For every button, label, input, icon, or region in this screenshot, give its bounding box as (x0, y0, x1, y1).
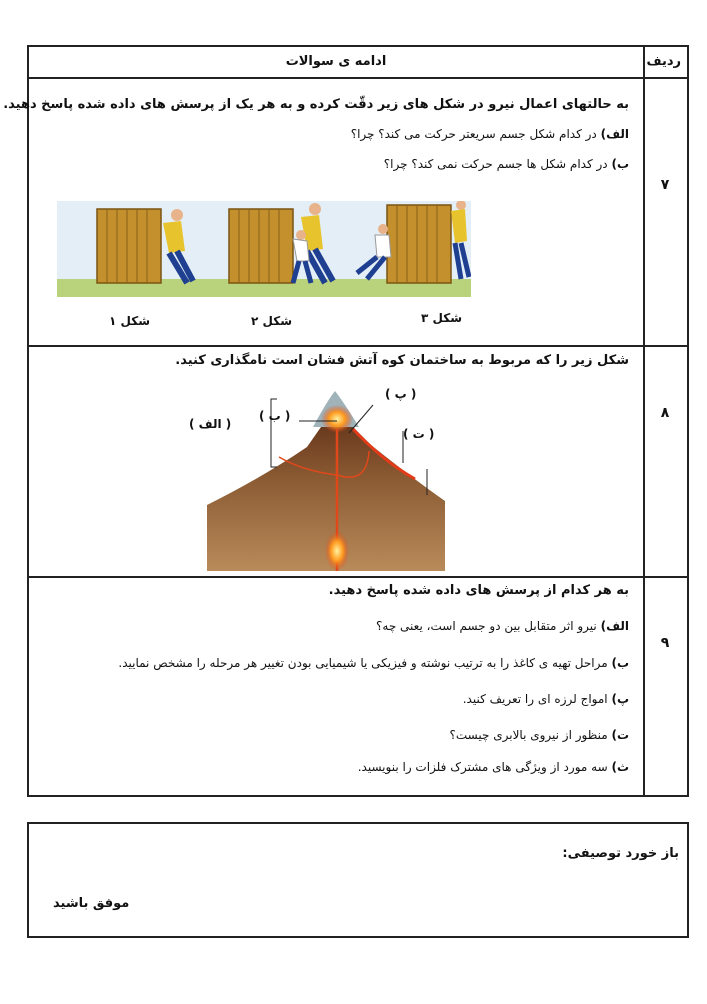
closing-message: موفق باشید (53, 896, 130, 911)
q9-item-b: ب) مراحل تهیه ی کاغذ را به ترتیب نوشته و فیزیکی یا شیمیایی بودن تغییر هر مرحله را مشخص نمایید. (118, 656, 629, 670)
feedback-box (27, 822, 689, 938)
q9-item-t: ت) منظور از نیروی بالابری چیست؟ (449, 728, 629, 742)
q9-item-th: ث) سه مورد از ویژگی های مشترک فلزات را بنویسید. (357, 760, 629, 774)
figure-3-caption: شکل ۳ (421, 311, 462, 325)
row-number-header: ردیف (646, 54, 681, 69)
question-table (3, 45, 689, 797)
label-te: ( ت ) (403, 427, 435, 441)
label-pe: ( پ ) (385, 387, 417, 401)
q7-item-a: الف) در کدام شکل جسم سریعتر حرکت می کند؟ چرا؟ (350, 127, 629, 141)
q7-item-b: ب) در کدام شکل ها جسم حرکت نمی کند؟ چرا؟ (383, 157, 629, 171)
page-title: ادامه ی سوالات (285, 54, 387, 69)
label-alef: ( الف ) (189, 417, 232, 431)
feedback-title: باز خورد توصیفی: (562, 846, 679, 861)
row-divider-7-8 (29, 345, 687, 347)
q9-instruction: به هر کدام از پرسش های داده شده پاسخ دهید. (328, 583, 629, 598)
figure-1-drawing (97, 209, 193, 283)
question-number-8: ۸ (660, 405, 670, 421)
q7-instruction: به حالتهای اعمال نیرو در شکل های زیر دقّت کرده و به هر یک از پرسش های داده شده پاسخ دهید. (3, 97, 629, 112)
q8-instruction: شکل زیر را که مربوط به ساختمان کوه آتش فشان است نامگذاری کنید. (175, 353, 629, 368)
q9-item-a: الف) نیرو اثر متقابل بین دو جسم است، یعنی چه؟ (376, 619, 629, 633)
pushing-box-figures (57, 201, 471, 297)
question-number-9: ۹ (660, 635, 670, 651)
figure-2-caption: شکل ۲ (251, 314, 292, 328)
volcano-diagram (203, 385, 449, 573)
question-number-7: ۷ (660, 177, 670, 193)
header-divider (29, 77, 687, 79)
row-divider-8-9 (29, 576, 687, 578)
figure-1-caption: شکل ۱ (109, 314, 150, 328)
q9-item-p: پ) امواج لرزه ای را تعریف کنید. (462, 692, 629, 706)
column-divider (643, 47, 645, 795)
label-be: ( ب ) (259, 409, 291, 423)
